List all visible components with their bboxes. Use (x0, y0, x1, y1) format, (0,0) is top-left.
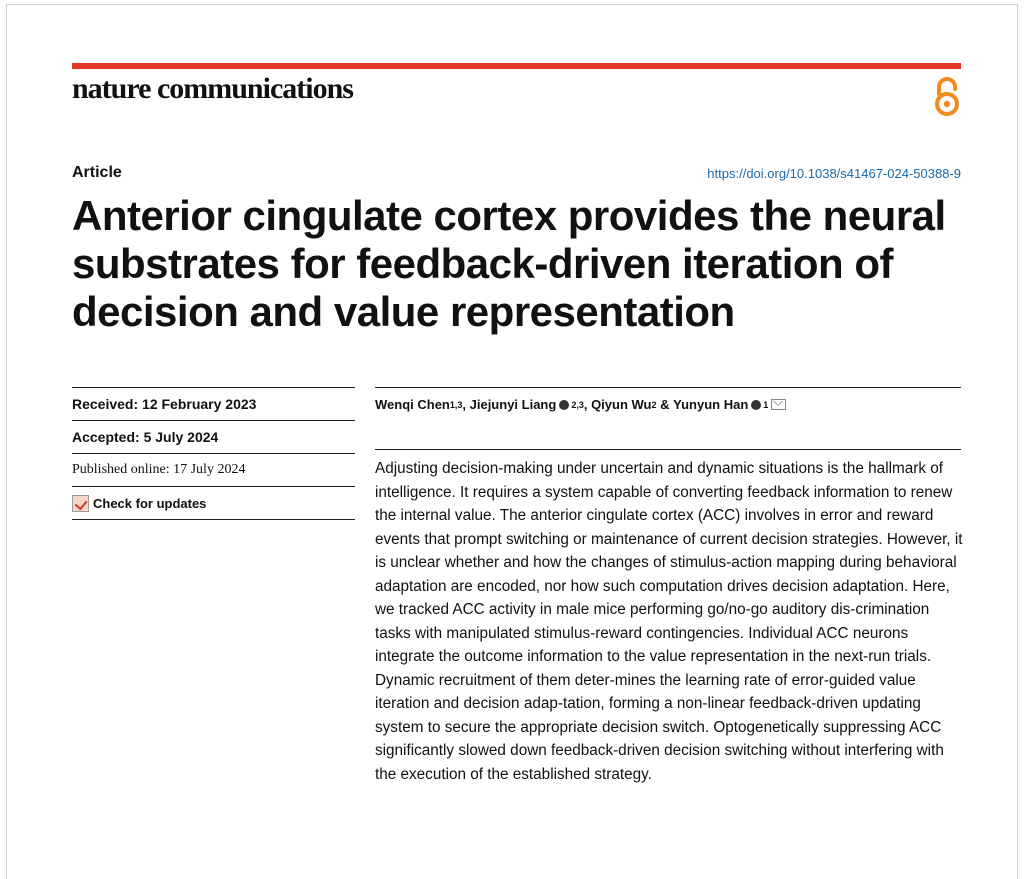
author-list (375, 387, 961, 421)
received-date: Received: 12 February 2023 (72, 388, 355, 421)
check-updates-icon (72, 495, 89, 512)
author-affiliation: 2 (651, 399, 657, 410)
abstract: Adjusting decision-making under uncertain and dynamic situations is the hallmark of intelligence. It requires a system capable of converting feedback information to renew the internal value. The anterior cingulate cortex (ACC) involves in error and reward events that prompt switching or maintenance of current decision strategies. However, it is unclear whether and how the changes of stimulus-action mapping during behavioral adaptation are encoded, nor how such computation drives decision adaptation. Here, we tracked ACC activity in male mice performing go/no-go auditory dis-crimination tasks with manipulated stimulus-reward contingencies. Individual ACC neurons integrate the outcome information to the value representation in the next-run trials. Dynamic recruitment of them deter-mines the learning rate of error-guided value iteration and decision adap-tation, forming a non-linear feedback-driven updating system to secure the appropriate decision switch. Optogenetically suppressing ACC significantly slowed down feedback-driven decision switching without interfering with the execution of the established strategy. (375, 460, 963, 783)
article-type: Article (72, 164, 122, 181)
accepted-date: Accepted: 5 July 2024 (72, 421, 355, 454)
author-name[interactable]: Jiejunyi Liang (469, 397, 557, 412)
author-name[interactable]: Wenqi Chen (375, 397, 450, 412)
article-title: Anterior cingulate cortex provides the neural substrates for feedback-driven iteration of decision and value representation (72, 192, 946, 335)
check-updates-label: Check for updates (93, 495, 207, 511)
author-separator: , (583, 397, 592, 412)
author-separator: & (656, 397, 674, 412)
author-affiliation: 2,3 (571, 399, 584, 410)
open-access-icon (930, 76, 964, 118)
check-updates-row (72, 487, 355, 520)
journal-header-bar (72, 63, 961, 69)
author-separator: , (462, 397, 470, 412)
author-name[interactable]: Qiyun Wu (591, 397, 652, 412)
doi-link[interactable]: https://doi.org/10.1038/s41467-024-50388-9 (707, 166, 961, 181)
check-updates-button[interactable] (72, 495, 206, 512)
author-affiliation: 1 (763, 399, 769, 410)
journal-name: nature communications (72, 72, 353, 105)
author-affiliation: 1,3 (449, 399, 463, 410)
published-date: Published online: 17 July 2024 (72, 454, 355, 487)
article-meta (72, 387, 355, 520)
orcid-icon[interactable] (559, 400, 569, 410)
author-name[interactable]: Yunyun Han (673, 397, 749, 412)
email-icon[interactable] (771, 399, 786, 410)
orcid-icon[interactable] (751, 400, 761, 410)
author-block (375, 387, 961, 421)
abstract-top-rule (375, 449, 961, 450)
